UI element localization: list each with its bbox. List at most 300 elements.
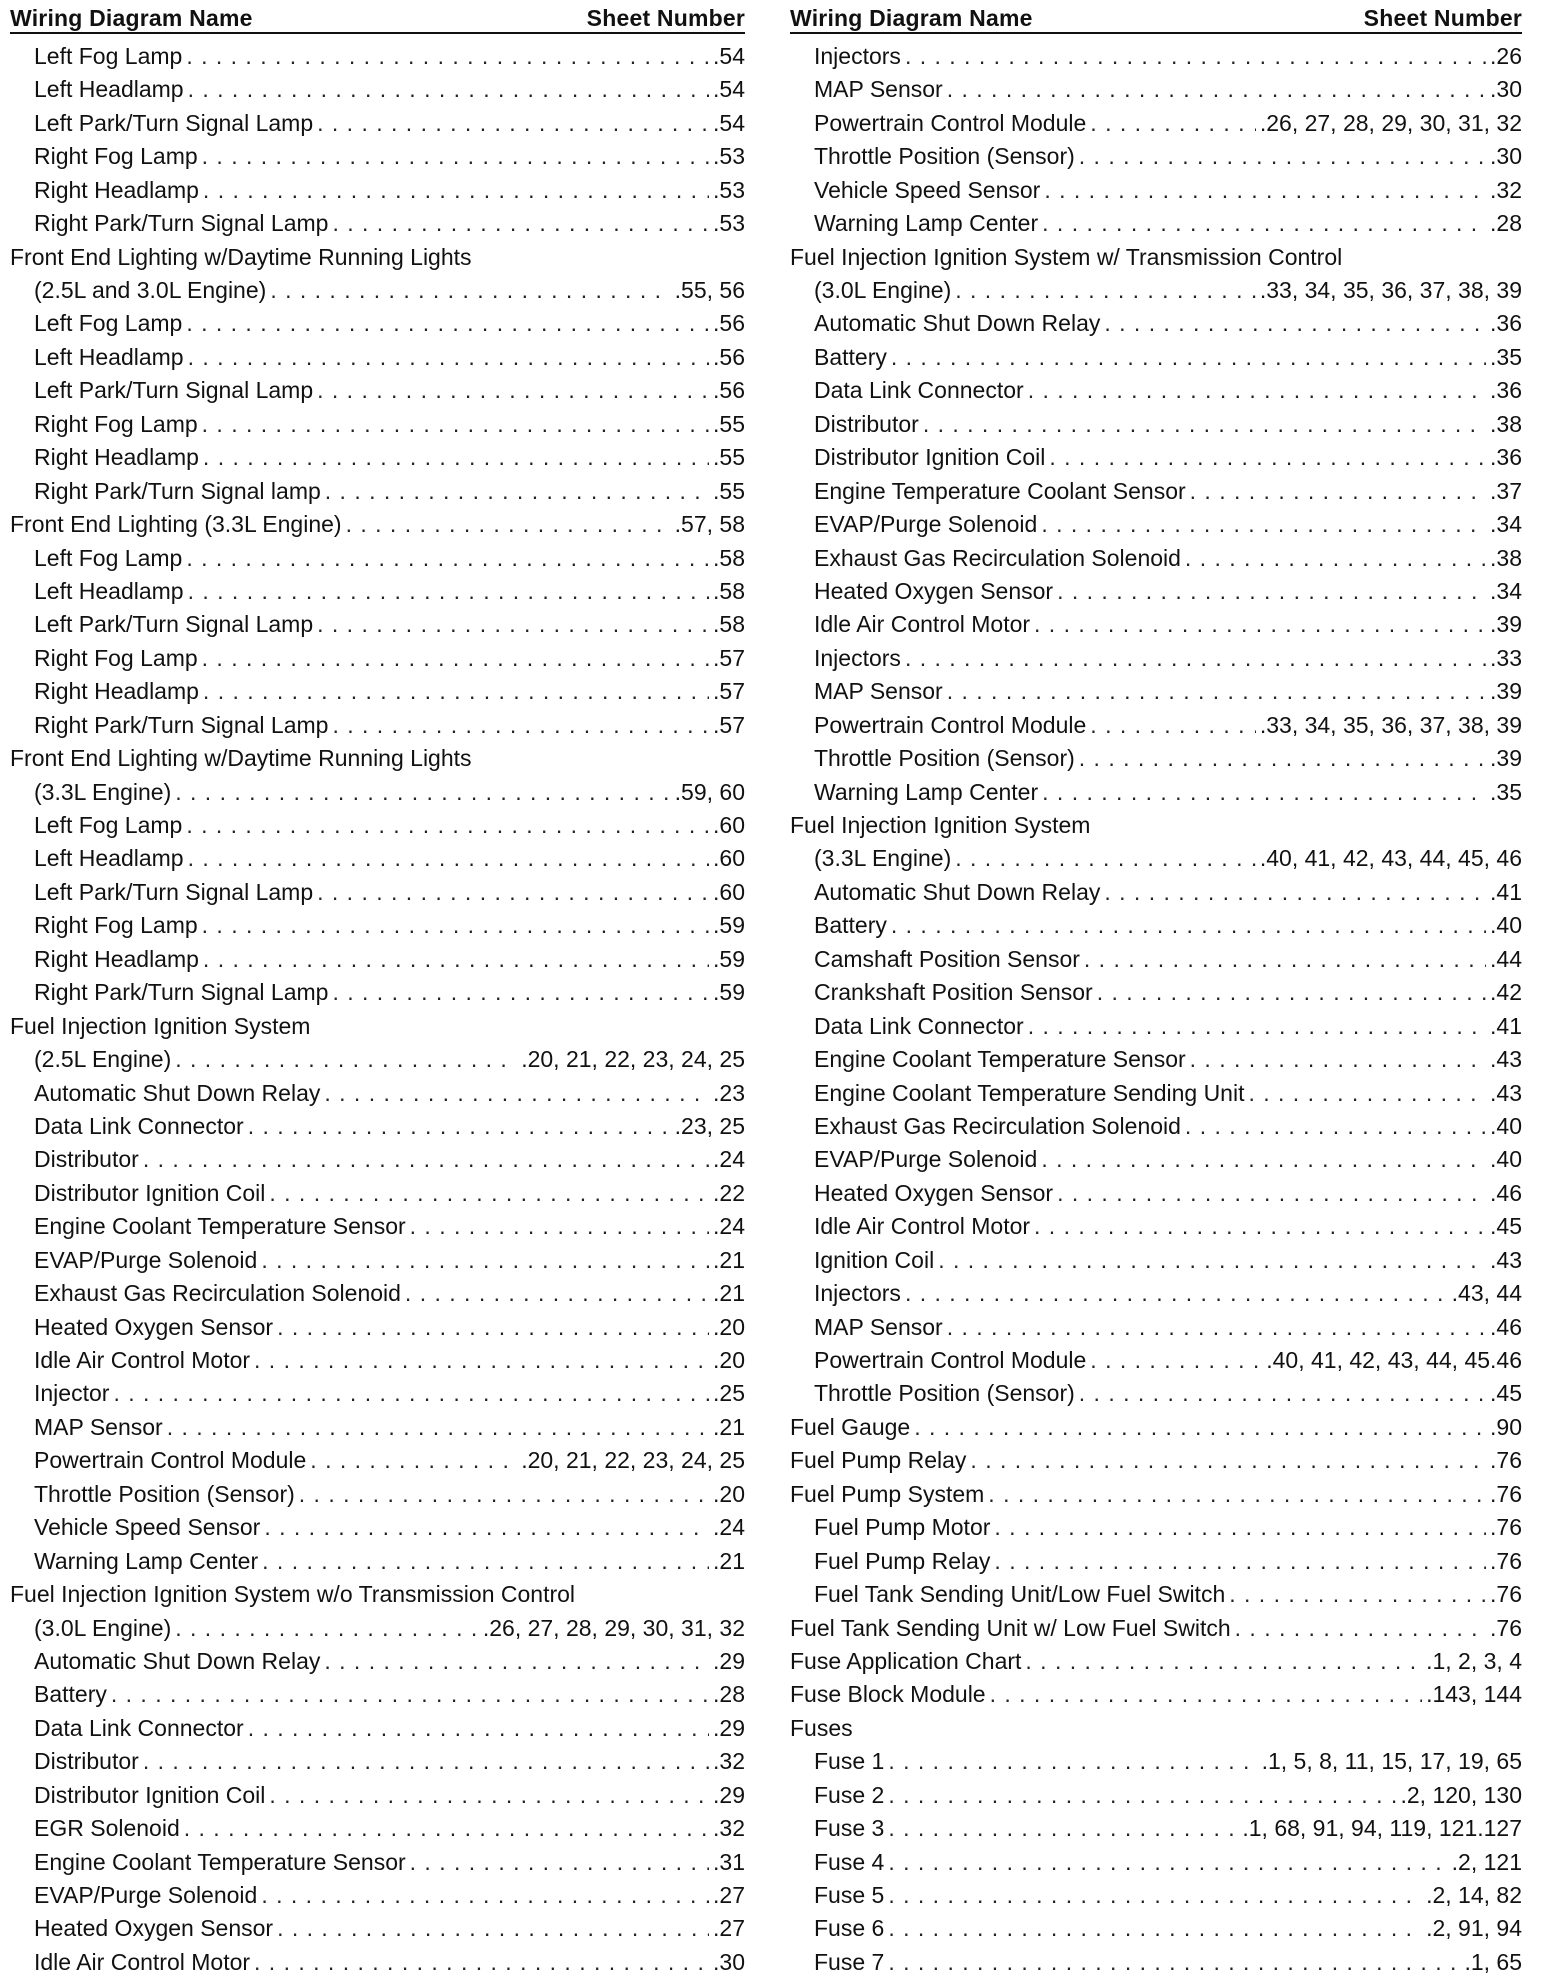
- dot-leader: [186, 308, 709, 341]
- index-entry: [10, 1545, 745, 1578]
- entry-name: Right Fog Lamp: [34, 912, 198, 939]
- index-entry: [790, 308, 1522, 341]
- index-entry: [10, 1010, 745, 1043]
- entry-name: MAP Sensor: [34, 1413, 163, 1440]
- entry-name: Warning Lamp Center: [814, 778, 1039, 805]
- entry-name: Powertrain Control Module: [34, 1447, 307, 1474]
- index-entry: [790, 475, 1522, 508]
- dot-leader: [184, 1812, 709, 1845]
- entry-name: Fuse 1: [814, 1748, 885, 1775]
- entry-name: Injectors: [814, 1280, 901, 1307]
- entry-sheet-numbers: .32: [713, 1815, 745, 1842]
- dot-leader: [332, 976, 709, 1009]
- index-entry: [10, 876, 745, 909]
- index-entry: [790, 408, 1522, 441]
- entry-name: EVAP/Purge Solenoid: [34, 1246, 258, 1273]
- index-entry: [10, 608, 745, 641]
- column-header-name: Wiring Diagram Name: [10, 5, 253, 31]
- index-entry: [10, 40, 745, 73]
- dot-leader: [203, 441, 709, 474]
- entry-sheet-numbers: .20: [713, 1480, 745, 1507]
- entry-name: Vehicle Speed Sensor: [34, 1514, 261, 1541]
- entry-name: Front End Lighting w/Daytime Running Lights: [10, 243, 472, 270]
- dot-leader: [1028, 1010, 1486, 1043]
- index-entry: [790, 1311, 1522, 1344]
- dot-leader: [1057, 1177, 1486, 1210]
- entry-sheet-numbers: .28: [1490, 210, 1522, 237]
- entry-name: Fuse 3: [814, 1815, 885, 1842]
- index-entry: [790, 575, 1522, 608]
- dot-leader: [261, 1244, 709, 1277]
- entry-name: Right Park/Turn Signal Lamp: [34, 711, 329, 738]
- entry-name: Right Headlamp: [34, 945, 199, 972]
- entry-name: Left Park/Turn Signal Lamp: [34, 878, 314, 905]
- entry-sheet-numbers: .1, 2, 3, 4: [1426, 1647, 1522, 1674]
- index-entry: [790, 40, 1522, 73]
- entry-sheet-numbers: .58: [713, 577, 745, 604]
- entry-sheet-numbers: .20, 21, 22, 23, 24, 25: [521, 1447, 745, 1474]
- entry-sheet-numbers: .20: [713, 1313, 745, 1340]
- entry-name: Throttle Position (Sensor): [814, 143, 1075, 170]
- entry-sheet-numbers: .23: [713, 1079, 745, 1106]
- index-entry: [790, 107, 1522, 140]
- entry-name: Fuel Pump Relay: [814, 1547, 991, 1574]
- dot-leader: [254, 1946, 709, 1979]
- entry-name: Fuses: [790, 1714, 853, 1741]
- entry-sheet-numbers: .1, 65: [1464, 1948, 1522, 1975]
- entry-name: Right Park/Turn Signal Lamp: [34, 979, 329, 1006]
- entry-name: Data Link Connector: [814, 377, 1024, 404]
- entry-name: Data Link Connector: [34, 1112, 244, 1139]
- dot-leader: [891, 341, 1486, 374]
- entry-sheet-numbers: .55, 56: [674, 277, 745, 304]
- dot-leader: [1034, 608, 1486, 641]
- dot-leader: [955, 274, 1256, 307]
- dot-leader: [938, 1244, 1486, 1277]
- entry-name: EGR Solenoid: [34, 1815, 180, 1842]
- index-entry: [10, 709, 745, 742]
- dot-leader: [317, 876, 709, 909]
- index-entry: [790, 1277, 1522, 1310]
- dot-leader: [203, 675, 709, 708]
- entry-sheet-numbers: .33: [1490, 644, 1522, 671]
- dot-leader: [1042, 207, 1486, 240]
- index-entry: [10, 742, 745, 775]
- entry-name: Fuel Injection Ignition System: [10, 1012, 311, 1039]
- entry-name: Front End Lighting (3.3L Engine): [10, 511, 342, 538]
- entry-name: Exhaust Gas Recirculation Solenoid: [814, 544, 1181, 571]
- index-entry: [790, 1210, 1522, 1243]
- entry-name: Distributor Ignition Coil: [34, 1179, 266, 1206]
- entry-sheet-numbers: .39: [1490, 611, 1522, 638]
- index-entry: [10, 843, 745, 876]
- entry-name: Heated Oxygen Sensor: [34, 1915, 274, 1942]
- index-entry: [10, 207, 745, 240]
- dot-leader: [947, 1311, 1486, 1344]
- index-entry: [790, 608, 1522, 641]
- entry-name: Injector: [34, 1380, 110, 1407]
- index-entry: [790, 976, 1522, 1009]
- index-entry: [10, 140, 745, 173]
- index-entry: [790, 1913, 1522, 1946]
- entry-name: Throttle Position (Sensor): [814, 745, 1075, 772]
- entry-sheet-numbers: .22: [713, 1179, 745, 1206]
- entry-sheet-numbers: .56: [713, 343, 745, 370]
- index-entry: [10, 976, 745, 1009]
- index-entry: [790, 876, 1522, 909]
- entry-sheet-numbers: .32: [1490, 176, 1522, 203]
- index-entry: [10, 1946, 745, 1979]
- dot-leader: [111, 1678, 709, 1711]
- entry-sheet-numbers: .76: [1490, 1614, 1522, 1641]
- entry-sheet-numbers: .28: [713, 1681, 745, 1708]
- entry-name: Throttle Position (Sensor): [34, 1480, 295, 1507]
- entry-sheet-numbers: .21: [713, 1280, 745, 1307]
- entry-list: [10, 40, 745, 1979]
- entry-sheet-numbers: .35: [1490, 343, 1522, 370]
- index-entry: [790, 843, 1522, 876]
- entry-sheet-numbers: .20: [713, 1347, 745, 1374]
- entry-name: Engine Coolant Temperature Sensor: [814, 1046, 1186, 1073]
- dot-leader: [186, 542, 709, 575]
- right-column: [790, 0, 1522, 1979]
- index-entry: [790, 241, 1522, 274]
- index-entry: [10, 1277, 745, 1310]
- dot-leader: [317, 107, 709, 140]
- entry-name: Fuel Injection Ignition System w/ Transmission Control: [790, 243, 1343, 270]
- entry-name: Fuel Injection Ignition System w/o Transmission Control: [10, 1581, 576, 1608]
- dot-leader: [332, 709, 709, 742]
- index-entry: [790, 1411, 1522, 1444]
- index-entry: [10, 1745, 745, 1778]
- entry-name: Crankshaft Position Sensor: [814, 979, 1093, 1006]
- index-entry: [790, 776, 1522, 809]
- entry-sheet-numbers: .41: [1490, 1012, 1522, 1039]
- entry-sheet-numbers: .43: [1490, 1246, 1522, 1273]
- dot-leader: [888, 1745, 1257, 1778]
- entry-name: Fuel Gauge: [790, 1413, 911, 1440]
- dot-leader: [891, 909, 1486, 942]
- index-entry: [10, 809, 745, 842]
- entry-name: Injectors: [814, 42, 901, 69]
- dot-leader: [1028, 374, 1486, 407]
- dot-leader: [261, 1879, 709, 1912]
- entry-sheet-numbers: .59: [713, 912, 745, 939]
- entry-sheet-numbers: .31: [713, 1848, 745, 1875]
- index-entry: [10, 1612, 745, 1645]
- entry-name: Right Fog Lamp: [34, 143, 198, 170]
- column-header-sheet: Sheet Number: [586, 5, 745, 31]
- entry-sheet-numbers: .25: [713, 1380, 745, 1407]
- index-entry: [790, 1244, 1522, 1277]
- entry-sheet-numbers: .40, 41, 42, 43, 44, 45.46: [1266, 1347, 1522, 1374]
- entry-name: Front End Lighting w/Daytime Running Lights: [10, 745, 472, 772]
- entry-name: Fuse 5: [814, 1882, 885, 1909]
- entry-list: [790, 40, 1522, 1979]
- index-entry: [10, 542, 745, 575]
- dot-leader: [923, 408, 1486, 441]
- index-entry: [10, 1478, 745, 1511]
- index-entry: [790, 1946, 1522, 1979]
- entry-name: Fuel Tank Sending Unit w/ Low Fuel Switch: [790, 1614, 1231, 1641]
- entry-sheet-numbers: .38: [1490, 544, 1522, 571]
- entry-name: Fuel Tank Sending Unit/Low Fuel Switch: [814, 1581, 1226, 1608]
- index-entry: [790, 1612, 1522, 1645]
- entry-name: MAP Sensor: [814, 1313, 943, 1340]
- entry-name: Powertrain Control Module: [814, 1347, 1087, 1374]
- dot-leader: [317, 374, 709, 407]
- dot-leader: [1190, 475, 1486, 508]
- index-entry: [10, 1846, 745, 1879]
- entry-name: Warning Lamp Center: [814, 210, 1039, 237]
- index-entry: [790, 1578, 1522, 1611]
- entry-sheet-numbers: .53: [713, 176, 745, 203]
- index-entry: [790, 1545, 1522, 1578]
- entry-name: Heated Oxygen Sensor: [814, 577, 1054, 604]
- dot-leader: [947, 675, 1486, 708]
- index-entry: [790, 742, 1522, 775]
- dot-leader: [1185, 542, 1486, 575]
- entry-sheet-numbers: .21: [713, 1246, 745, 1273]
- entry-name: EVAP/Purge Solenoid: [814, 511, 1038, 538]
- index-entry: [10, 1344, 745, 1377]
- entry-sheet-numbers: .60: [713, 878, 745, 905]
- index-entry: [790, 1745, 1522, 1778]
- index-entry: [790, 1712, 1522, 1745]
- entry-name: Right Headlamp: [34, 444, 199, 471]
- dot-leader: [1104, 876, 1486, 909]
- index-entry: [10, 1444, 745, 1477]
- entry-name: Engine Coolant Temperature Sending Unit: [814, 1079, 1245, 1106]
- entry-sheet-numbers: .39: [1490, 678, 1522, 705]
- index-entry: [10, 575, 745, 608]
- entry-name: (3.3L Engine): [814, 845, 952, 872]
- entry-sheet-numbers: .34: [1490, 577, 1522, 604]
- dot-leader: [905, 1277, 1448, 1310]
- entry-name: Exhaust Gas Recirculation Solenoid: [34, 1280, 401, 1307]
- entry-sheet-numbers: .44: [1490, 945, 1522, 972]
- entry-sheet-numbers: .40: [1490, 912, 1522, 939]
- index-entry: [790, 174, 1522, 207]
- entry-sheet-numbers: .26: [1490, 42, 1522, 69]
- dot-leader: [143, 1745, 709, 1778]
- entry-sheet-numbers: .33, 34, 35, 36, 37, 38, 39: [1259, 277, 1522, 304]
- entry-name: Automatic Shut Down Relay: [34, 1079, 321, 1106]
- index-entry: [10, 909, 745, 942]
- entry-sheet-numbers: .43: [1490, 1079, 1522, 1106]
- entry-sheet-numbers: .39: [1490, 745, 1522, 772]
- entry-name: Left Headlamp: [34, 76, 184, 103]
- entry-sheet-numbers: .41: [1490, 878, 1522, 905]
- dot-leader: [1057, 575, 1486, 608]
- entry-name: Right Headlamp: [34, 176, 199, 203]
- index-entry: [790, 1110, 1522, 1143]
- entry-name: Engine Coolant Temperature Sensor: [34, 1848, 406, 1875]
- entry-sheet-numbers: .2, 120, 130: [1400, 1781, 1522, 1808]
- dot-leader: [1079, 742, 1486, 775]
- entry-name: MAP Sensor: [814, 678, 943, 705]
- entry-sheet-numbers: .58: [713, 611, 745, 638]
- dot-leader: [914, 1411, 1486, 1444]
- dot-leader: [1104, 308, 1486, 341]
- dot-leader: [888, 1946, 1460, 1979]
- dot-leader: [405, 1277, 709, 1310]
- dot-leader: [947, 73, 1486, 106]
- dot-leader: [324, 1077, 709, 1110]
- dot-leader: [269, 1779, 709, 1812]
- entry-sheet-numbers: .23, 25: [674, 1112, 745, 1139]
- entry-name: Heated Oxygen Sensor: [814, 1179, 1054, 1206]
- entry-name: EVAP/Purge Solenoid: [814, 1146, 1038, 1173]
- index-entry: [790, 1478, 1522, 1511]
- index-entry: [790, 1812, 1522, 1845]
- index-entry: [790, 1177, 1522, 1210]
- index-entry: [10, 675, 745, 708]
- index-entry: [10, 1378, 745, 1411]
- index-entry: [10, 441, 745, 474]
- entry-name: Engine Coolant Temperature Sensor: [34, 1213, 406, 1240]
- index-entry: [10, 1143, 745, 1176]
- entry-name: (2.5L Engine): [34, 1046, 172, 1073]
- entry-sheet-numbers: .58: [713, 544, 745, 571]
- index-entry: [10, 73, 745, 106]
- entry-sheet-numbers: .59: [713, 979, 745, 1006]
- entry-name: (3.0L Engine): [814, 277, 952, 304]
- index-entry: [790, 542, 1522, 575]
- index-entry: [790, 1511, 1522, 1544]
- entry-sheet-numbers: .21: [713, 1413, 745, 1440]
- dot-leader: [888, 1779, 1396, 1812]
- index-entry: [790, 1378, 1522, 1411]
- entry-name: Right Park/Turn Signal Lamp: [34, 210, 329, 237]
- entry-sheet-numbers: .27: [713, 1882, 745, 1909]
- entry-sheet-numbers: .27: [713, 1915, 745, 1942]
- entry-name: Battery: [34, 1681, 107, 1708]
- left-column: [10, 0, 745, 1979]
- index-entry: [10, 475, 745, 508]
- entry-name: Powertrain Control Module: [814, 109, 1087, 136]
- entry-sheet-numbers: .56: [713, 310, 745, 337]
- entry-name: Heated Oxygen Sensor: [34, 1313, 274, 1340]
- entry-sheet-numbers: .20, 21, 22, 23, 24, 25: [521, 1046, 745, 1073]
- dot-leader: [1079, 140, 1486, 173]
- index-entry: [790, 341, 1522, 374]
- entry-name: Left Park/Turn Signal Lamp: [34, 611, 314, 638]
- column-header: [10, 0, 745, 34]
- entry-sheet-numbers: .76: [1490, 1547, 1522, 1574]
- dot-leader: [994, 1545, 1486, 1578]
- entry-sheet-numbers: .60: [713, 812, 745, 839]
- entry-name: Fuse Application Chart: [790, 1647, 1022, 1674]
- entry-sheet-numbers: .24: [713, 1146, 745, 1173]
- entry-sheet-numbers: .55: [713, 477, 745, 504]
- dot-leader: [1044, 174, 1486, 207]
- index-entry: [10, 374, 745, 407]
- index-entry: [10, 1678, 745, 1711]
- entry-sheet-numbers: .59: [713, 945, 745, 972]
- entry-sheet-numbers: .36: [1490, 444, 1522, 471]
- entry-name: Throttle Position (Sensor): [814, 1380, 1075, 1407]
- index-entry: [790, 909, 1522, 942]
- entry-sheet-numbers: .2, 121: [1451, 1848, 1522, 1875]
- index-entry: [790, 274, 1522, 307]
- entry-sheet-numbers: .46: [1490, 1313, 1522, 1340]
- entry-name: Left Park/Turn Signal Lamp: [34, 377, 314, 404]
- dot-leader: [990, 1678, 1422, 1711]
- dot-leader: [1034, 1210, 1486, 1243]
- entry-name: Fuse 7: [814, 1948, 885, 1975]
- entry-sheet-numbers: .33, 34, 35, 36, 37, 38, 39: [1259, 711, 1522, 738]
- index-entry: [790, 1077, 1522, 1110]
- entry-name: Automatic Shut Down Relay: [34, 1647, 321, 1674]
- entry-sheet-numbers: .38: [1490, 410, 1522, 437]
- index-entry: [10, 1411, 745, 1444]
- entry-sheet-numbers: .57: [713, 644, 745, 671]
- entry-name: Idle Air Control Motor: [34, 1347, 251, 1374]
- index-entry: [790, 207, 1522, 240]
- index-entry: [10, 943, 745, 976]
- index-entry: [10, 1779, 745, 1812]
- entry-sheet-numbers: .42: [1490, 979, 1522, 1006]
- entry-sheet-numbers: .29: [713, 1647, 745, 1674]
- entry-name: Distributor Ignition Coil: [814, 444, 1046, 471]
- index-entry: [10, 174, 745, 207]
- dot-leader: [299, 1478, 709, 1511]
- index-entry: [10, 1578, 745, 1611]
- dot-leader: [188, 341, 709, 374]
- index-entry: [10, 1077, 745, 1110]
- entry-name: Data Link Connector: [34, 1714, 244, 1741]
- entry-sheet-numbers: .143, 144: [1426, 1681, 1522, 1708]
- entry-sheet-numbers: .30: [1490, 143, 1522, 170]
- index-entry: [790, 943, 1522, 976]
- dot-leader: [1079, 1378, 1486, 1411]
- index-entry: [10, 776, 745, 809]
- index-entry: [790, 1143, 1522, 1176]
- index-entry: [10, 1879, 745, 1912]
- entry-name: EVAP/Purge Solenoid: [34, 1882, 258, 1909]
- entry-sheet-numbers: .21: [713, 1547, 745, 1574]
- dot-leader: [988, 1478, 1486, 1511]
- entry-name: Right Park/Turn Signal lamp: [34, 477, 321, 504]
- dot-leader: [186, 40, 709, 73]
- dot-leader: [905, 642, 1486, 675]
- entry-name: Automatic Shut Down Relay: [814, 310, 1101, 337]
- entry-sheet-numbers: .43, 44: [1451, 1280, 1522, 1307]
- entry-sheet-numbers: .54: [713, 109, 745, 136]
- index-entry: [790, 508, 1522, 541]
- entry-name: Idle Air Control Motor: [814, 611, 1031, 638]
- dot-leader: [188, 843, 709, 876]
- entry-name: Automatic Shut Down Relay: [814, 878, 1101, 905]
- entry-sheet-numbers: .30: [1490, 76, 1522, 103]
- entry-sheet-numbers: .1, 68, 91, 94, 119, 121.127: [1242, 1815, 1522, 1842]
- dot-leader: [1041, 508, 1486, 541]
- index-entry: [790, 1010, 1522, 1043]
- index-entry: [790, 1678, 1522, 1711]
- entry-name: Left Fog Lamp: [34, 42, 183, 69]
- dot-leader: [1025, 1645, 1422, 1678]
- index-entry: [10, 241, 745, 274]
- dot-leader: [1090, 709, 1256, 742]
- dot-leader: [1229, 1578, 1486, 1611]
- index-entry: [10, 1177, 745, 1210]
- entry-sheet-numbers: .29: [713, 1781, 745, 1808]
- entry-sheet-numbers: .36: [1490, 377, 1522, 404]
- dot-leader: [888, 1812, 1238, 1845]
- index-entry: [10, 1712, 745, 1745]
- dot-leader: [994, 1511, 1486, 1544]
